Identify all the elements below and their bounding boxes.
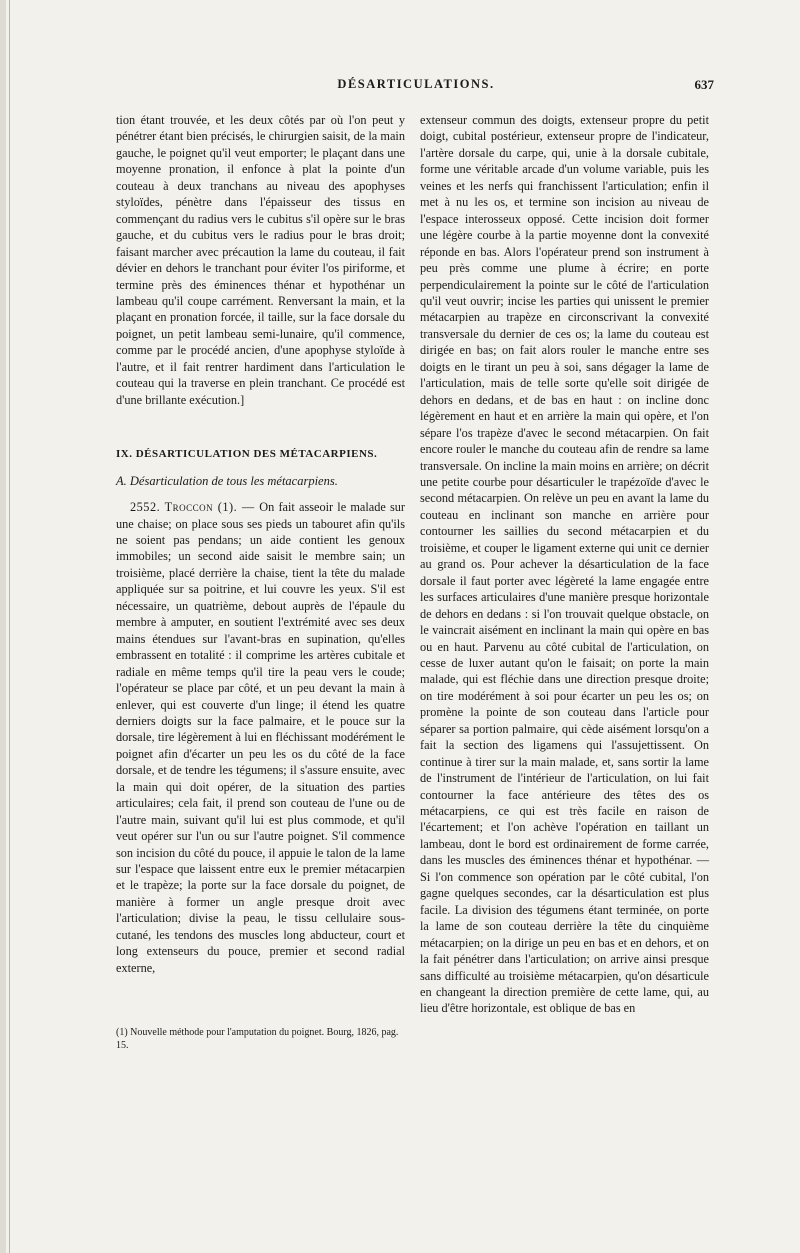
paragraph-right: extenseur commun des doigts, extenseur propre du petit doigt, cubital postérieur, extenseur propre de l'indicateur, l'artère dorsale du carpe, qui, unie à la dorsale cubitale, forme une véritable arcade d'un volume variable, puis les veines et les nerfs qui franchissent l'articulation; enfin il met à nu les os, et termine son incision au niveau de l'espace interosseux opposé. Cette incision doit former une légère courbe à la partie moyenne dont la convexité réponde en bas. Alors l'opérateur prend son instrument à peu près comme une plume à écrire; en porte perpendiculairement la pointe sur le côté de l'articulation qu'il veut ouvrir; incise les parties qui unissent le premier métacarpien au trapèze en circonscrivant la convexité transversale du dernier de ces os; la lame du couteau est dirigée en bas; on fait alors rouler le manche entre ses doigts en le tirant un peu à soi, sans dégager la lame de l'articulation, mais de telle sorte qu'elle soit dirigée de dehors en dedans, et de bas en haut : on incline donc légèrement en haut et en arrière la main qui opère, et l'on sépare l'os trapèze d'avec le second métacarpien. On fait encore rouler le manche du couteau afin de rendre sa lame transversale. On incline la main moins en arrière; on décrit une petite courbe pour désarticuler le trapézoïde d'avec le second métacarpien. On relève un peu en avant la lame du couteau en inclinant son manche en arrière pour contourner les saillies du second métacarpien et du troisième, et couper le ligament externe qui unit ce dernier au grand os. Pour achever la désarticulation de la face dorsale il faut porter avec légèreté la lame engagée entre les surfaces articulaires d'une manière presque horizontale de dehors en dedans : si l'on trouvait quelque obstacle, on le vaincrait aisément en inclinant la main qui opère en bas ou en haut. Parvenu au côté cubital de l'articulation, on cesse de luxer autant qu'on le faisait; on porte la main malade, qui est fléchie dans une direction presque droite; on tire modérément à soi pour écarter un peu les os; on promène la pointe de son couteau dans l'article pour séparer sa portion palmaire, qui cède aisément lorsqu'on a fait la section des ligamens qui l'assujettissent. On continue à tirer sur la main malade, et, sans sortir la lame de l'instrument de l'intérieur de l'articulation, on lui fait contourner la face antérieure des têtes des os métacarpiens, ce qui est très facile en raison de l'écartement; et l'on achève l'opération en taillant un lambeau, dont le bord est ordinairement de forme carrée, dans les muscles des éminences thénar et hypothénar. — Si l'on commence son opération par le côté cubital, l'on gagne quelques secondes, car la désarticulation est plus facile. La division des tégumens étant terminée, on porte la lame de son couteau derrière la tête du cinquième métacarpien; on la dirige un peu en bas et en dehors, et on la fait pénétrer dans l'articulation; on arrive ainsi presque sans difficulté au troisième métacarpien, qu'on désarticule en changeant la direction première de cette lame, qui, au lieu d'être horizontale, est oblique de bas en [420, 113, 709, 1016]
paragraph-continuation: tion étant trouvée, et les deux côtés par où l'on peut y pénétrer étant bien précisés, le chirurgien saisit, de la main gauche, le poignet qu'il veut emporter; le plaçant dans une moyenne pronation, il enfonce à plat la pointe d'un couteau à deux tranchans au niveau des apophyses styloïdes, pénètre dans l'épaisseur des tissus en commençant du radius vers le cubitus s'il opère sur le bras gauche, et du cubitus vers le radius pour le bras droit; faisant marcher avec précaution la lame du couteau, il fait dévier en dehors le tranchant pour éviter l'os piriforme, et termine près des éminences thénar et hypothénar un lambeau qu'il coupe carrément. Renversant la main, et la plaçant en pronation forcée, il taille, sur la face dorsale du poignet, un petit lambeau semi-lunaire, qu'il commence, comme par le procédé ancien, d'une apophyse styloïde à l'autre, et il fait rentrer hardiment dans l'articulation le couteau qui la traverse en plein tranchant. Ce procédé est d'une brillante exécution.] [116, 113, 405, 407]
page-number: 637 [694, 77, 714, 92]
right-column [420, 112, 709, 1017]
gutter-line [9, 0, 10, 1253]
left-column [116, 112, 405, 976]
paragraph-2552 [116, 499, 405, 976]
running-head: DÉSARTICULATIONS. [337, 77, 495, 91]
paragraph-body: On fait asseoir le malade sur une chaise; on place sous ses pieds un tabouret afin qu'ils ne soient pas pendans; un aide contient les genoux immobiles; un second aide saisit le membre sain; un troisième, placé derrière la chaise, tient la tête du malade appliquée sur sa poitrine, et lui couvre les yeux. S'il est nécessaire, un quatrième, debout auprès de l'épaule du membre à amputer, en soutient l'extrémité avec ses deux mains étendues sur l'avant-bras en supination, qu'elles embrassent en totalité : il comprime les artères cubitale et radiale en même temps qu'il tire la peau vers le coude; l'opérateur se place par côté, et un peu devant la main à enlever, qui est couverte d'un linge; il étend les quatre derniers doigts sur la face palmaire, et le pouce sur la dorsale, tire légèrement à lui en fléchissant modérément le poignet afin d'écarter un peu les os du côté de la face dorsale, et de tendre les tégumens; il s'assure ensuite, avec la main qui doit opérer, de la situation des parties articulaires; cela fait, il prend son couteau de l'une ou de l'autre main, suivant qu'il lui est plus commode, et qu'il veut opérer sur l'un ou sur l'autre poignet. S'il commence son incision du côté du pouce, il appuie le talon de la lame sur l'espace que laissent entre eux le premier métacarpien et le trapèze; la porte sur la face dorsale du poignet, de manière à former un angle presque droit avec l'articulation; divise la peau, le tissu cellulaire sous-cutané, les tendons des muscles long abducteur, court et long extenseurs du pouce, premier et second radial externe, [116, 500, 405, 975]
footnote: (1) Nouvelle méthode pour l'amputation du poignet. Bourg, 1826, pag. 15. [116, 1027, 399, 1051]
page-gutter [0, 0, 6, 1253]
page-header [118, 77, 714, 97]
paragraph-lead: 2552. Troccon (1). — [130, 500, 260, 515]
subsection-heading: A. Désarticulation de tous les métacarpiens. [116, 473, 338, 488]
section-heading: IX. DÉSARTICULATION DES MÉTACARPIENS. [116, 448, 378, 461]
